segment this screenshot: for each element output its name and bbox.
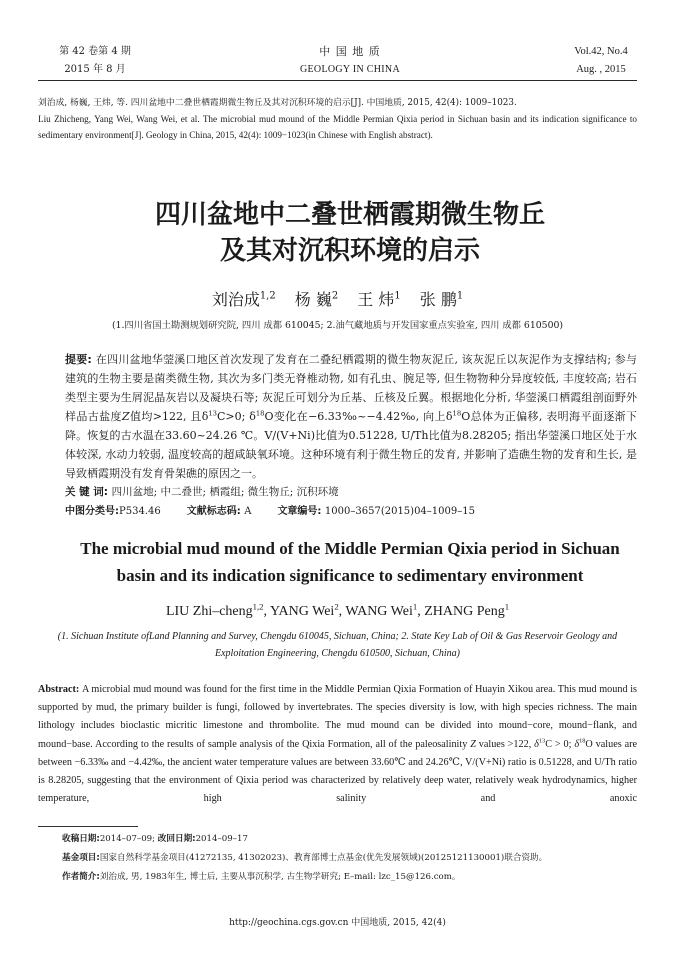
abstract-cn-body	[65, 353, 637, 480]
italic-run: δ	[574, 738, 580, 750]
author-affiliation-mark: 1	[456, 290, 464, 302]
footnotes	[62, 830, 637, 887]
abstract-en	[38, 681, 637, 808]
author-cn	[357, 290, 400, 309]
title-cn-line: 四川盆地中二叠世栖霞期微生物丘	[154, 200, 545, 230]
superscript-run: 18	[255, 409, 265, 418]
superscript-run: 13	[208, 409, 217, 418]
text-run: O变化在−6.33‰~−4.42‰, 向上δ	[264, 410, 453, 423]
date-cn: 2015 年 8 月	[64, 64, 126, 75]
keywords-text: 四川盆地; 中二叠世; 栖霞组; 微生物丘; 沉积环境	[111, 486, 339, 498]
abstract-en-body	[38, 684, 637, 804]
author-name: WANG Wei	[345, 604, 413, 619]
header-right	[546, 43, 656, 79]
author-name: LIU Zhi–cheng	[165, 604, 253, 619]
citation-en: Liu Zhicheng, Yang Wei, Wang Wei, et al. The microbial mud mound of the Middle Permian Qixia period in Sichuan basin and its indication significance to sedimentary environment[J]. Geology in China, 2015, 42(4): 1009−1023(in Chinese with English abstract).	[38, 114, 637, 140]
abstract-en-label: Abstract:	[38, 684, 82, 695]
text-run: O values are between −6.33‰ and −4.42‰, the ancient water temperature values are between 33.60℃ and 24.26℃, V/(V+Ni) ratio is 0.51228, and U/Th ratio is 8.28205, suggesting that the environment of Qixia period was characterized by relatively deep water, relatively weak hydrodynamics, higher temperature, high salinity and anoxic	[38, 738, 638, 805]
document-code-label: 文献标志码:	[186, 506, 245, 517]
affiliation-en: (1. Sichuan Institute ofLand Planning and Survey, Chengdu 610045, Sichuan, China; 2. State Key Lab of Oil & Gas Reservoir Geology and Exploitation Engineering, Chengdu 610500, Sichuan, China)	[57, 631, 618, 659]
footnote-author-bio	[62, 868, 637, 887]
volume-issue-cn: 第 42 卷第 4 期	[59, 46, 131, 57]
author-separator: ,	[417, 604, 425, 619]
text-run: O总体为正偏移, 表明海平面逐渐下降。恢复的古水温在33.60~24.26 ℃。V/(V+Ni)比值为0.51228, U/Th比值为8.28205; 指出华蓥溪口地区处于水体较深, 水动力较弱, 温度较高的超咸缺氧环境。这种环境有利于微生物丘的发育, 并影响了造礁生物的发育和生长, 是导致栖霞期没有发育骨架礁的原因之一。	[65, 410, 637, 480]
author-name: ZHANG Peng	[424, 604, 505, 619]
text-run: C>0; δ	[217, 410, 256, 423]
clc-label: 中图分类号:	[65, 506, 119, 517]
received-date: 2014–07–09;	[99, 834, 158, 844]
citation-cn: 刘治成, 杨巍, 王炜, 等. 四川盆地中二叠世栖霞期微生物丘及其对沉积环境的启示[J]. 中国地质, 2015, 42(4): 1009–1023.	[38, 98, 517, 108]
author-bio-text: 刘治成, 男, 1983年生, 博士后, 主要从事沉积学, 古生物学研究; E–mail: lzc_15@126.com。	[99, 872, 461, 882]
italic-run: Z	[470, 738, 476, 750]
author-name: YANG Wei	[269, 604, 335, 619]
authors-cn	[38, 288, 637, 312]
abstract-cn-label: 提要:	[65, 353, 96, 366]
text-run: 在四川盆地华蓥溪口地区首次发现了发育在二叠纪栖霞期的微生物灰泥丘, 该灰泥丘以灰泥作为支撑结构; 参与建筑的生物主要是菌类微生物, 其次为多门类无脊椎动物, 如有孔虫、腕足等, 但生物物种分异度较低, 丰度较高; 岩石类型主要为生屑泥晶灰岩以及凝块石等; 灰泥丘可划分为丘基、丘核及丘翼。根据地化分析, 华蓥溪口栖霞组剖面野外样品古盐度	[65, 353, 637, 423]
citation-block	[38, 95, 637, 143]
author-name: 刘治成	[211, 290, 260, 309]
article-number-label: 文章编号:	[277, 506, 325, 517]
superscript-run: 13	[538, 737, 546, 745]
italic-run: δ	[534, 738, 539, 750]
date-en: Aug. , 2015	[576, 64, 626, 75]
journal-name-cn: 中 国 地 质	[319, 45, 381, 58]
author-affiliation-mark: 1,2	[259, 290, 276, 302]
author-cn	[420, 290, 463, 309]
author-name: 杨 巍	[294, 290, 332, 309]
keywords-cn	[65, 483, 637, 502]
author-affiliation-mark: 1	[412, 601, 418, 612]
footnote-funding	[62, 849, 637, 868]
classification-line	[65, 502, 637, 521]
header-center	[250, 43, 450, 79]
affiliation-cn: (1.四川省国土勘测规划研究院, 四川 成都 610045; 2.油气藏地质与开发国家重点实验室, 四川 成都 610500)	[111, 320, 564, 331]
document-code: A	[244, 506, 252, 517]
title-en-line: The microbial mud mound of the Middle Permian Qixia period in Sichuan	[80, 539, 620, 558]
author-name: 王 炜	[357, 290, 395, 309]
text-run: 值均>122, 且δ	[129, 410, 209, 423]
keywords-label: 关 键 词:	[65, 486, 112, 498]
volume-issue-en: Vol.42, No.4	[574, 46, 628, 57]
superscript-run: 18	[579, 737, 586, 745]
author-affiliation-mark: 2	[331, 290, 339, 302]
revised-date: 2014–09–17	[195, 834, 248, 844]
author-affiliation-mark: 1	[504, 601, 510, 612]
article-number: 1000–3657(2015)04–1009–15	[324, 506, 475, 517]
header-left	[40, 43, 150, 79]
author-bio-label: 作者简介:	[62, 872, 100, 882]
text-run: A microbial mud mound was found for the first time in the Middle Permian Qixia Formation of Huayin Xikou area. This mud mound is supported by mud, the primary builder is fungi, followed by invertebrates. The species diversity is low, with high species richness. The main lithology includes bioclastic micritic limestone and thrombolite. The mud mound can be divided into mound−core, mound−flank, and mound−base. According to the results of sample analysis of the Qixia Formation, all of the paleosalinity	[38, 684, 637, 750]
author-separator: ,	[263, 604, 270, 619]
author-cn	[212, 290, 276, 309]
header-rule	[38, 80, 637, 81]
journal-name-en: GEOLOGY IN CHINA	[300, 64, 400, 75]
received-label: 收稿日期:	[62, 834, 100, 844]
running-header	[38, 43, 637, 79]
author-affiliation-mark: 1,2	[252, 601, 264, 612]
title-cn	[20, 197, 680, 269]
funding-label: 基金项目:	[62, 853, 100, 863]
superscript-run: 18	[452, 409, 462, 418]
title-en	[20, 535, 680, 589]
author-separator: ,	[338, 604, 346, 619]
clc-code: P534.46	[119, 506, 161, 517]
author-name: 张 鹏	[419, 290, 457, 309]
page-footer: http://geochina.cgs.gov.cn 中国地质, 2015, 42(4)	[229, 918, 446, 928]
author-affiliation-mark: 2	[334, 601, 339, 612]
italic-run: Z	[121, 410, 130, 423]
authors-en	[38, 601, 637, 623]
author-affiliation-mark: 1	[394, 290, 401, 302]
text-run: C > 0;	[545, 738, 575, 750]
abstract-cn	[65, 350, 637, 483]
text-run: values >122,	[475, 738, 535, 750]
author-cn	[295, 290, 338, 309]
funding-text: 国家自然科学基金项目(41272135, 41302023)、教育部博士点基金(优先发展领域)(20125121130001)联合资助。	[99, 853, 548, 863]
title-en-line: basin and its indication significance to sedimentary environment	[116, 566, 584, 585]
title-cn-line: 及其对沉积环境的启示	[219, 236, 480, 266]
footnote-dates	[62, 830, 637, 849]
revised-label: 改回日期:	[157, 834, 196, 844]
footnote-rule	[38, 826, 138, 827]
